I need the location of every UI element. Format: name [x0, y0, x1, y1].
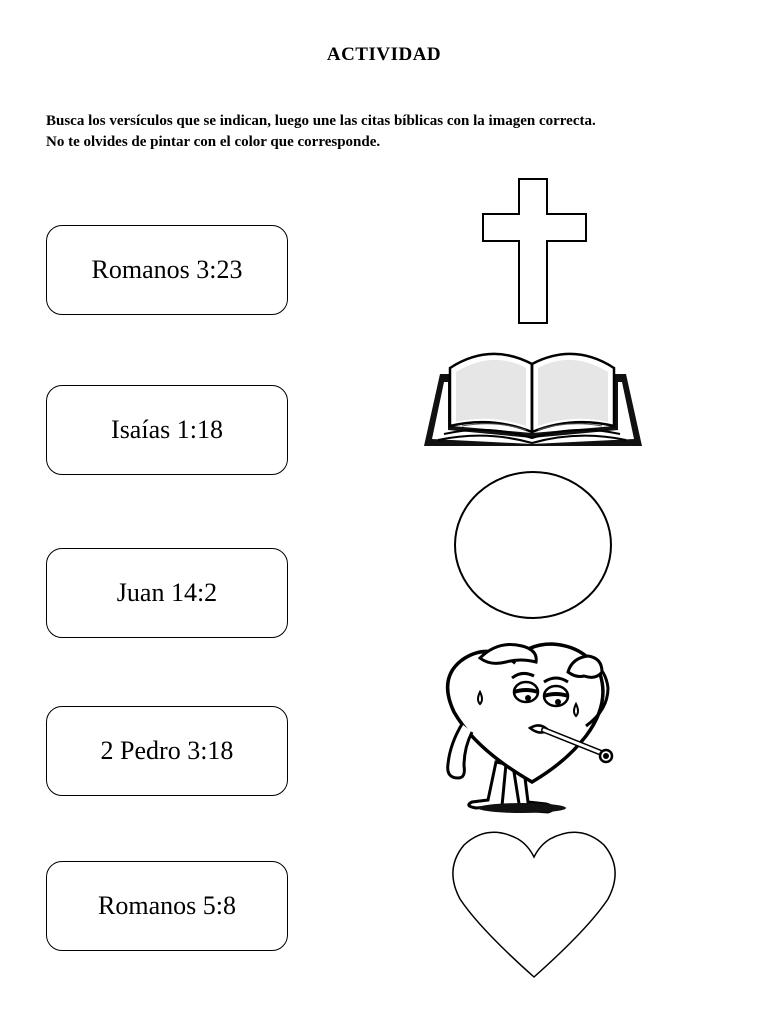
instruction-line-2: No te olvides de pintar con el color que corresponde.: [46, 134, 381, 150]
page-title: ACTIVIDAD: [326, 44, 442, 65]
heart-icon[interactable]: [452, 829, 616, 979]
cross-icon[interactable]: [482, 178, 588, 324]
reference-box-romanos-5-8[interactable]: Romanos 5:8: [46, 861, 288, 951]
instructions: [46, 111, 736, 153]
reference-box-juan-14-2[interactable]: Juan 14:2: [46, 548, 288, 638]
reference-box-isaias-1-18[interactable]: Isaías 1:18: [46, 385, 288, 475]
sick-heart-icon[interactable]: [436, 632, 628, 816]
reference-box-romanos-3-23[interactable]: Romanos 3:23: [46, 225, 288, 315]
instruction-line-1: Busca los versículos que se indican, luego une las citas bíblicas con la imagen correcta.: [46, 113, 596, 129]
open-bible-icon[interactable]: [422, 340, 644, 452]
reference-box-2-pedro-3-18[interactable]: 2 Pedro 3:18: [46, 706, 288, 796]
circle-icon[interactable]: [452, 469, 614, 621]
